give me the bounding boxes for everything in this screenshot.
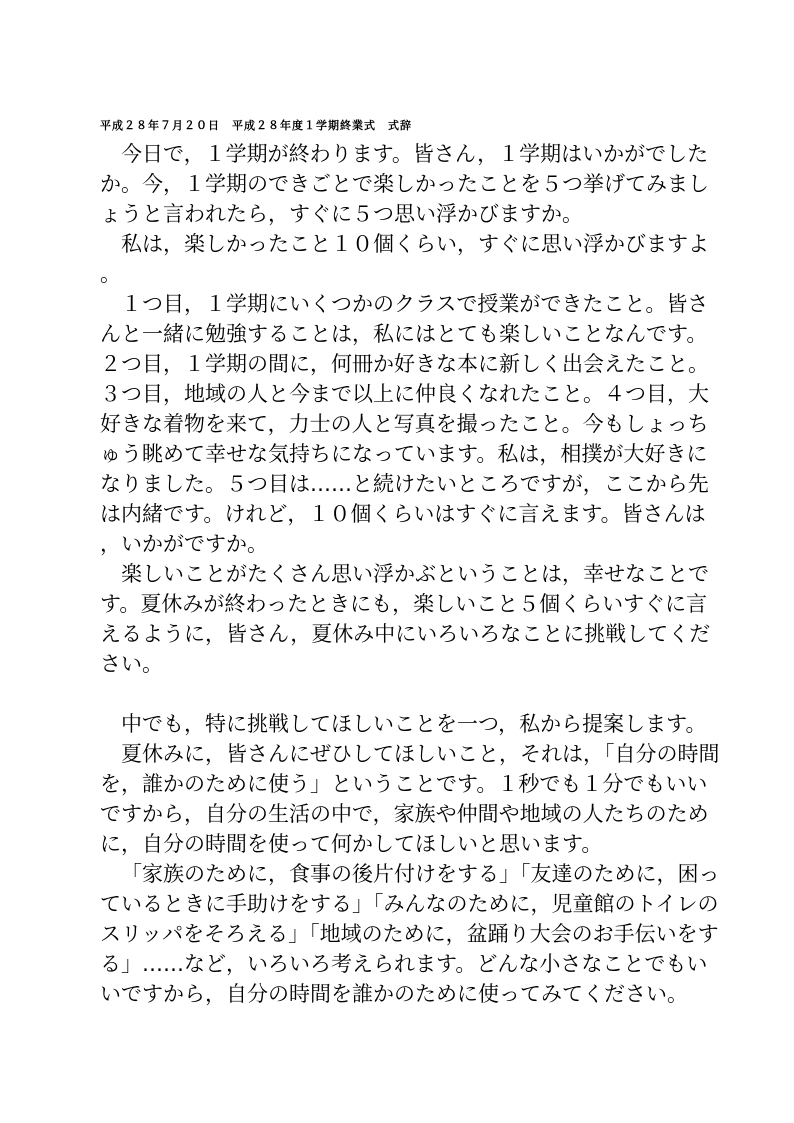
paragraph-1: 今日で，１学期が終わります。皆さん，１学期はいかがでしたか。今，１学期のできごとで楽しかったことを５つ挙げてみましょうと言われたら，すぐに５つ思い浮かびますか。 — [100, 142, 709, 226]
paragraph-4: 楽しいことがたくさん思い浮かぶということは，幸せなことです。夏休みが終わったときにも，楽しいこと５個くらいすぐに言えるように，皆さん，夏休み中にいろいろなことに挑戦してください。 — [100, 562, 711, 676]
blank-line — [100, 679, 720, 709]
speech-body — [100, 139, 720, 1009]
paragraph-6: 夏休みに，皆さんにぜひしてほしいこと，それは，「自分の時間を，誰かのために使う」ということです。１秒でも１分でもいいですから，自分の生活の中で，家族や仲間や地域の人たちのために，自分の時間を使って何かしてほしいと思います。 — [100, 742, 720, 856]
paragraph-7: 「家族のために，食事の後片付けをする」「友達のために，困っているときに手助けをする」「みんなのために，児童館のトイレのスリッパをそろえる」「地域のために，盆踊り大会のお手伝いをする」……など，いろいろ考えられます。どんな小さなことでもいいですから，自分の時間を誰かのために使ってみてください。 — [100, 862, 720, 1006]
paragraph-3: １つ目，１学期にいくつかのクラスで授業ができたこと。皆さんと一緒に勉強することは，私にはとても楽しいことなんです。２つ目，１学期の間に，何冊か好きな本に新しく出会えたこと。３つ目，地域の人と今まで以上に仲良くなれたこと。４つ目，大好きな着物を来て，力士の人と写真を撮ったこと。今もしょっちゅう眺めて幸せな気持ちになっています。私は，相撲が大好きになりました。５つ目は……と続けたいところですが，ここから先は内緒です。けれど，１０個くらいはすぐに言えます。皆さんは，いかがですか。 — [100, 292, 709, 556]
paragraph-5: 中でも，特に挑戦してほしいことを一つ，私から提案します。 — [121, 712, 707, 736]
document-header: 平成２８年７月２０日 平成２８年度１学期終業式 式辞 — [100, 119, 412, 132]
paragraph-2: 私は，楽しかったこと１０個くらい，すぐに思い浮かびますよ。 — [100, 232, 709, 286]
